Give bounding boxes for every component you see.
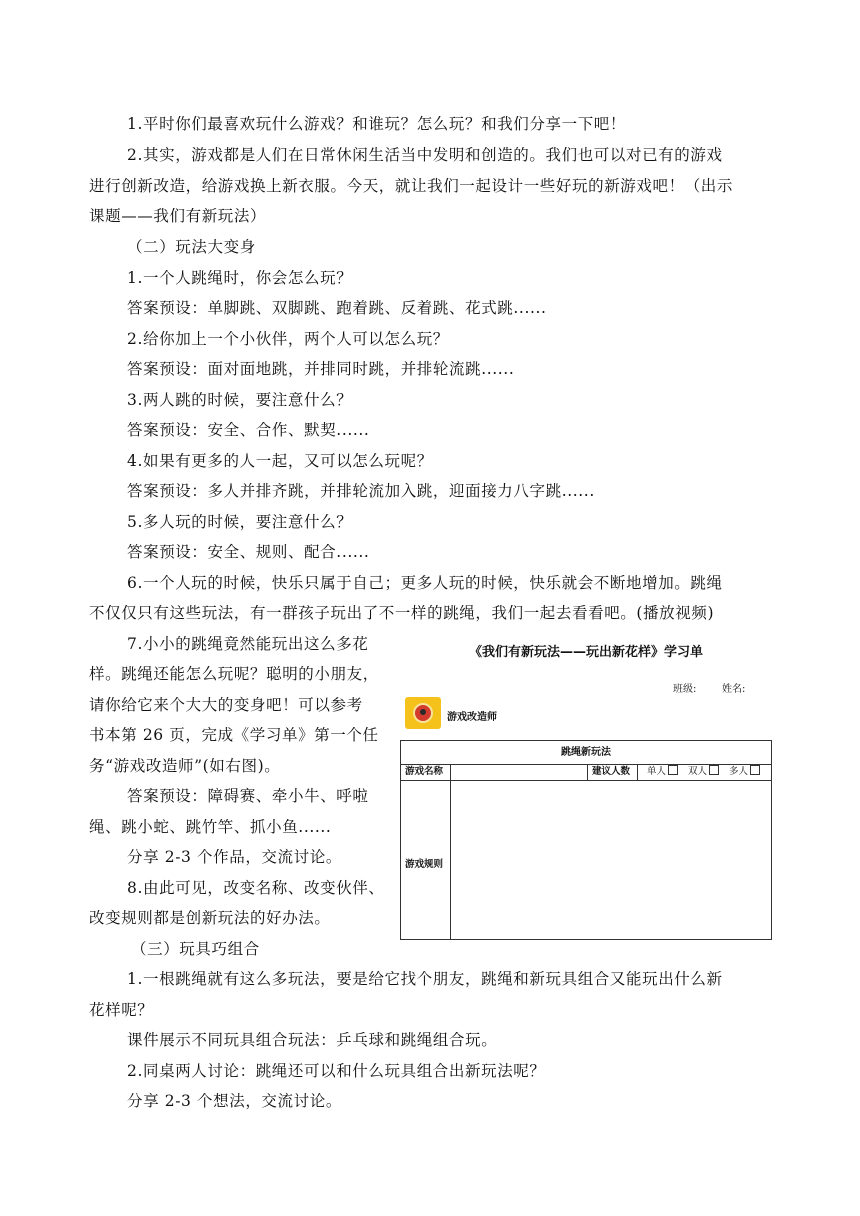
section-heading: （三）玩具巧组合	[131, 940, 260, 958]
paragraph: 分享 2-3 个想法，交流讨论。	[127, 1092, 342, 1110]
paragraph: 分享 2-3 个作品，交流讨论。	[127, 848, 342, 866]
checkbox-icon	[750, 765, 760, 775]
paragraph: 8.由此可见，改变名称、改变伙伴、	[127, 879, 385, 897]
table-header-row	[401, 764, 771, 781]
paragraph: 6.一个人玩的时候，快乐只属于自己；更多人玩的时候，快乐就会不断地增加。跳绳	[127, 574, 723, 592]
paragraph: 书本第 26 页，完成《学习单》第一个任	[89, 726, 379, 744]
paragraph: 课件展示不同玩具组合玩法：乒乓球和跳绳组合玩。	[127, 1031, 498, 1049]
paragraph: 花样呢？	[89, 1001, 154, 1019]
paragraph: 2.给你加上一个小伙伴，两个人可以怎么玩？	[127, 330, 449, 348]
paragraph: 5.多人玩的时候，要注意什么？	[127, 513, 353, 531]
paragraph: 答案预设：安全、合作、默契......	[127, 421, 370, 439]
rules-label: 游戏规则	[405, 859, 444, 870]
checkbox-icon	[668, 765, 678, 775]
paragraph: 不仅仅只有这些玩法，有一群孩子玩出了不一样的跳绳，我们一起去看看吧。(播放视频)	[89, 604, 715, 622]
worksheet-figure	[400, 630, 772, 942]
logo-label: 游戏改造师	[447, 712, 497, 723]
paragraph: 1.一根跳绳就有这么多玩法，要是给它找个朋友，跳绳和新玩具组合又能玩出什么新	[127, 970, 723, 988]
paragraph: 3.两人跳的时候，要注意什么？	[127, 391, 353, 409]
paragraph: 务“游戏改造师”(如右图)。	[89, 757, 281, 775]
paragraph: 请你给它来个大大的变身吧！可以参考	[89, 696, 363, 714]
paragraph: 答案预设：面对面地跳，并排同时跳，并排轮流跳......	[127, 360, 515, 378]
paragraph: 样。跳绳还能怎么玩呢？聪明的小朋友，	[89, 665, 379, 683]
paragraph: 1.一个人跳绳时，你会怎么玩？	[127, 269, 353, 287]
paragraph: 答案预设：单脚跳、双脚跳、跑着跳、反着跳、花式跳......	[127, 299, 547, 317]
paragraph: 1.平时你们最喜欢玩什么游戏？和谁玩？怎么玩？和我们分享一下吧！	[127, 115, 626, 133]
class-label: 班级:	[673, 684, 697, 695]
col-game-name: 游戏名称	[405, 766, 444, 777]
paragraph: 2.同桌两人讨论：跳绳还可以和什么玩具组合出新玩法呢？	[127, 1062, 546, 1080]
paragraph: 7.小小的跳绳竟然能玩出这么多花	[127, 635, 369, 653]
paragraph: 课题——我们有新玩法）	[89, 207, 267, 225]
paragraph: 改变规则都是创新玩法的好办法。	[89, 909, 331, 927]
option-single: 单人	[647, 764, 678, 780]
paragraph: 答案预设：多人并排齐跳，并排轮流加入跳，迎面接力八字跳......	[127, 482, 595, 500]
worksheet-title: 《我们有新玩法——玩出新花样》学习单	[468, 645, 703, 660]
paragraph: 进行创新改造，给游戏换上新衣服。今天，就让我们一起设计一些好玩的新游戏吧！（出示	[89, 177, 734, 195]
option-multi: 多人	[729, 764, 760, 780]
game-designer-logo-icon	[405, 697, 441, 729]
paragraph: 答案预设：障碍赛、牵小牛、呼啦	[127, 787, 369, 805]
table-title: 跳绳新玩法	[401, 741, 771, 765]
worksheet-table	[400, 740, 772, 940]
paragraph: 答案预设：安全、规则、配合......	[127, 543, 370, 561]
col-players: 建议人数	[592, 766, 631, 777]
name-label: 姓名:	[722, 684, 746, 695]
paragraph: 4.如果有更多的人一起，又可以怎么玩呢？	[127, 452, 433, 470]
checkbox-icon	[709, 765, 719, 775]
option-double: 双人	[688, 764, 719, 780]
section-heading: （二）玩法大变身	[127, 238, 256, 256]
paragraph: 绳、跳小蛇、跳竹竿、抓小鱼......	[89, 818, 332, 836]
paragraph: 2.其实，游戏都是人们在日常休闲生活当中发明和创造的。我们也可以对已有的游戏	[127, 146, 723, 164]
